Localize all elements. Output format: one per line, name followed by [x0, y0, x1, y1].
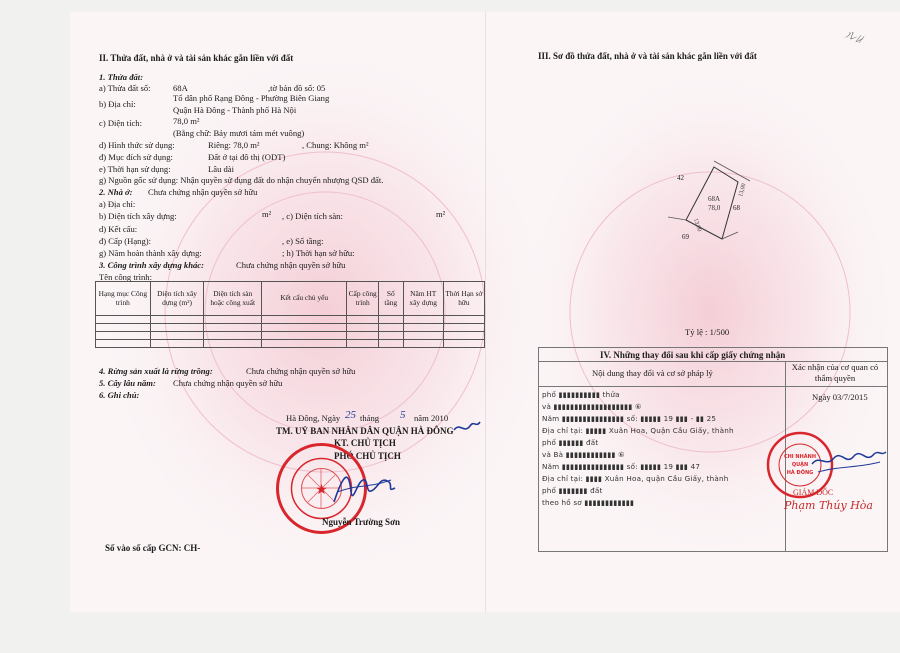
ink-scribble: [452, 416, 482, 438]
table-row: [96, 316, 485, 324]
director-title: GIÁM ĐỐC: [793, 488, 834, 497]
change-line: Địa chỉ tại: ▮▮▮▮ Xuân Hoa, quận Cầu Giấy, thành: [542, 474, 729, 483]
director-name: Phạm Thúy Hòa: [784, 499, 873, 512]
table-row: [96, 324, 485, 332]
forest-status: Chưa chứng nhận quyền sở hữu: [246, 366, 356, 376]
term-label: e) Thời hạn sử dụng:: [99, 164, 171, 174]
parcel-number: 68A: [173, 83, 188, 93]
house-floor-area: , c) Diện tích sàn:: [282, 211, 343, 221]
scale-text: Tỷ lệ : 1/500: [685, 327, 730, 337]
other-works-title: 3. Công trình xây dựng khác:: [99, 260, 204, 270]
usage-form-label: d) Hình thức sử dụng:: [99, 140, 175, 150]
th-term: Thời Hạn sở hữu: [443, 282, 484, 316]
vice-chair-title: PHÓ CHỦ TỊCH: [334, 451, 401, 461]
change-line: phố ▮▮▮▮▮▮▮ đất: [542, 486, 603, 495]
address-line2: Quận Hà Đông - Thành phố Hà Nội: [173, 105, 297, 115]
seal-line-1: CHI NHÁNH: [783, 454, 817, 460]
purpose-label: đ) Mục đích sử dụng:: [99, 152, 173, 162]
house-address: a) Địa chỉ:: [99, 199, 136, 209]
usage-private: Riêng: 78,0 m²: [208, 140, 260, 150]
changes-col-content: Nội dung thay đổi và cơ sở pháp lý: [592, 368, 713, 378]
house-floor-unit: m²: [436, 209, 446, 219]
forest-title: 4. Rừng sản xuất là rừng trồng:: [99, 366, 213, 376]
director-signature: [808, 442, 888, 482]
map-sheet: ,tờ bản đồ số: 05: [268, 83, 326, 93]
change-line: và Bà ▮▮▮▮▮▮▮▮▮▮▮▮ ⑥: [542, 450, 625, 459]
works-name: Tên công trình:: [99, 272, 152, 282]
date-month-label: tháng: [360, 413, 380, 423]
area-label: c) Diện tích:: [99, 118, 142, 128]
land-title: 1. Thửa đất:: [99, 72, 144, 82]
confirm-date: Ngày 03/7/2015: [812, 392, 868, 402]
date-prefix: Hà Đông, Ngày: [286, 413, 341, 423]
date-day: 25: [345, 409, 356, 421]
change-line: Năm ▮▮▮▮▮▮▮▮▮▮▮▮▮▮▮ số: ▮▮▮▮▮ 19 ▮▮▮ - ▮▮ 25: [542, 414, 717, 423]
date-year: năm 2010: [414, 413, 449, 423]
area-words: (Bằng chữ: Bảy mươi tám mét vuông): [173, 128, 305, 138]
vice-chair-signature: [329, 462, 399, 512]
perennial-title: 5. Cây lâu năm:: [99, 378, 156, 388]
house-build-area: b) Diện tích xây dựng:: [99, 211, 177, 221]
term-value: Lâu dài: [208, 164, 235, 174]
map-neighbor-42: 42: [677, 174, 684, 182]
seal-line-2: QUẬN: [791, 462, 809, 468]
area-value: 78,0 m²: [173, 116, 200, 126]
certificate-sheet: [70, 12, 900, 612]
house-ownership-term: ; h) Thời hạn sở hữu:: [282, 248, 355, 258]
th-year: Năm HT xây dựng: [403, 282, 443, 316]
date-month: 5: [400, 409, 406, 421]
gcn-number: Số vào số cấp GCN: CH-: [105, 543, 201, 553]
notes-title: 6. Ghi chú:: [99, 390, 140, 400]
house-title: 2. Nhà ở:: [99, 187, 133, 197]
th-build-area: Diện tích xây dựng (m²): [150, 282, 204, 316]
origin-line: g) Nguồn gốc sử dụng: Nhận quyền sử dụng đất do nhận chuyển nhượng QSD đất.: [99, 175, 384, 185]
map-edge-1: 13,00: [738, 182, 748, 198]
map-parcel-label: 68A: [708, 195, 721, 203]
th-floors: Số tầng: [378, 282, 403, 316]
seal-star: ★: [315, 482, 328, 498]
th-item: Hạng mục Công trình: [96, 282, 151, 316]
th-structure: Kết cấu chủ yếu: [262, 282, 347, 316]
change-line: Địa chỉ tại: ▮▮▮▮▮ Xuân Hoa, Quận Cầu Giấy, thành: [542, 426, 734, 435]
house-floors: , e) Số tầng:: [282, 236, 324, 246]
authority-title: TM. UỶ BAN NHÂN DÂN QUẬN HÀ ĐÔNG: [276, 426, 454, 436]
house-structure: d) Kết cấu:: [99, 224, 138, 234]
corner-scribble: ル/̷/: [843, 27, 866, 47]
th-floor-area: Diện tích sàn hoặc công xuất: [204, 282, 262, 316]
signer-name: Nguyễn Trường Sơn: [322, 517, 401, 527]
parcel-sketch-map: [658, 157, 768, 242]
perennial-status: Chưa chứng nhận quyền sở hữu: [173, 378, 283, 388]
usage-shared: , Chung: Không m²: [302, 140, 369, 150]
map-edge-3: 13,00: [692, 217, 702, 233]
fold-line: [485, 12, 486, 612]
parcel-label: a) Thửa đất số:: [99, 83, 151, 93]
left-section-title: II. Thửa đất, nhà ở và tài sản khác gắn liền với đất: [99, 53, 294, 63]
seal-line-3: HÀ ĐÔNG: [786, 470, 814, 476]
changes-title: IV. Những thay đổi sau khi cấp giấy chứng nhận: [600, 350, 786, 360]
purpose-value: Đất ở tại đô thị (ODT): [208, 152, 286, 162]
other-works-status: Chưa chứng nhận quyền sở hữu: [236, 260, 346, 270]
table-row: [96, 332, 485, 340]
kt-title: KT. CHỦ TỊCH: [334, 438, 396, 448]
house-status: Chưa chứng nhận quyền sở hữu: [148, 187, 258, 197]
map-neighbor-69: 69: [682, 233, 689, 241]
house-grade: đ) Cấp (Hạng):: [99, 236, 152, 246]
change-line: theo hồ sơ ▮▮▮▮▮▮▮▮▮▮▮▮: [542, 498, 635, 507]
map-area-label: 78,0: [708, 204, 721, 212]
house-build-unit: m²: [262, 209, 272, 219]
address-line1: Tổ dân phố Rạng Đông - Phường Biên Giang: [173, 93, 330, 103]
change-line: phố ▮▮▮▮▮▮ đất: [542, 438, 599, 447]
table-row: [96, 340, 485, 348]
map-neighbor-68: 68: [733, 204, 740, 212]
house-year: g) Năm hoàn thành xây dựng:: [99, 248, 202, 258]
change-line: phố ▮▮▮▮▮▮▮▮▮▮ thửa: [542, 390, 620, 399]
works-table: [95, 281, 485, 348]
address-label: b) Địa chỉ:: [99, 99, 136, 109]
right-section-title: III. Sơ đồ thửa đất, nhà ở và tài sản khác gắn liền với đất: [538, 51, 757, 61]
changes-col-confirm: Xác nhận của cơ quan có thẩm quyền: [791, 362, 879, 383]
change-line: Năm ▮▮▮▮▮▮▮▮▮▮▮▮▮▮▮ số: ▮▮▮▮▮ 19 ▮▮▮ 47: [542, 462, 701, 471]
change-line: và ▮▮▮▮▮▮▮▮▮▮▮▮▮▮▮▮▮▮▮ ⑥: [542, 402, 642, 411]
th-grade: Cấp công trình: [347, 282, 378, 316]
